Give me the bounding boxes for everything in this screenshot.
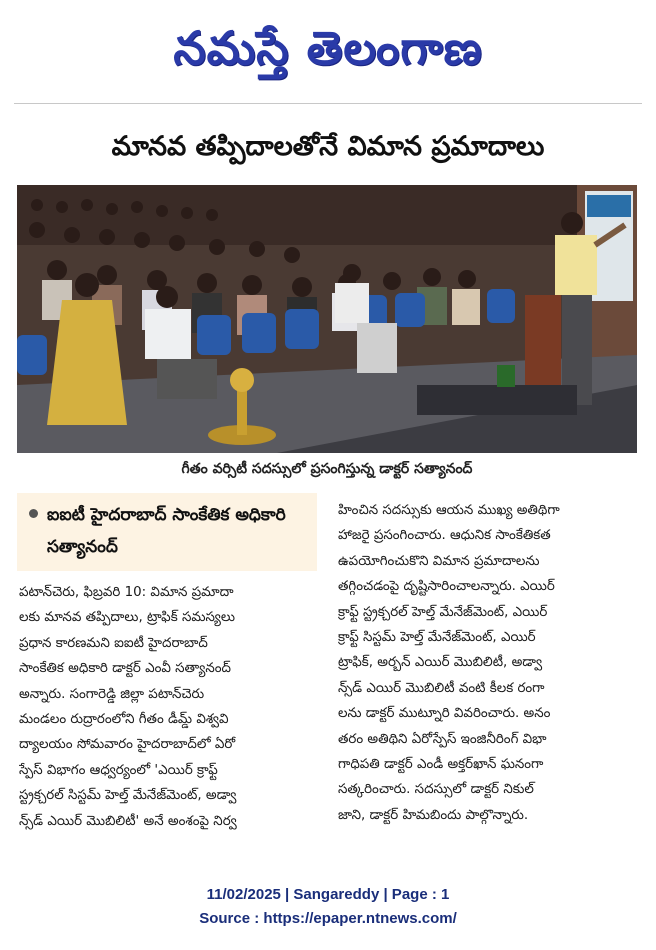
column-line: మండలం రుద్రారంలోని గీతం డీమ్డ్ విశ్వవి [19,712,229,728]
column-line: హించిన సదస్సుకు ఆయన ముఖ్య అతిథిగా [338,503,560,518]
column-line: లకు మానవ తప్పిదాలు, ట్రాఫిక్ సమస్యలు [19,610,236,626]
column-line: క్రాఫ్ట్ సిస్టమ్ హెల్త్ మేనేజ్‌మెంట్, ఎయిర్ [338,630,536,646]
masthead [0,8,656,88]
column-line: అన్నారు. సంగారెడ్డి జిల్లా పటాన్‌చెరు [19,686,205,702]
masthead-divider [14,103,642,104]
footer-source[interactable]: Source : https://epaper.ntnews.com/ [199,910,457,927]
photo-caption: గీతం వర్సిటీ సదస్సులో ప్రసంగిస్తున్న డాక్టర్ సత్యానంద్ [181,461,473,477]
column-line: ఉపయోగించుకొని విమాన ప్రమాదాలను [338,553,540,569]
column-line: క్రాఫ్ట్ స్ట్రక్చరల్ హెల్త్ మేనేజ్‌మెంట్, ఎయిర్ [338,604,548,620]
column-line: పటాన్‌చెరు, ఫిబ్రవరి 10: విమాన ప్రమాదా [19,585,234,600]
column-line: స్ట్రక్చరల్ సిస్టమ్ హెల్త్ మేనేజ్‌మెంట్, అడ్వా [19,788,237,804]
article-column-1 [19,580,319,834]
bullet-icon [29,509,38,518]
headline: మానవ తప్పిదాలతోనే విమాన ప్రమాదాలు [111,131,545,162]
column-line: సాంకేతిక అధికారి డాక్టర్ ఎంవీ సత్యానంద్ [19,661,231,677]
column-line: ప్రధాన కారణమని ఐఐటీ హైదరాబాద్ [19,635,208,651]
footer-date-edition: 11/02/2025 | Sangareddy | Page : 1 [206,886,450,903]
column-line: స్పేస్ విభాగం ఆధ్వర్యంలో 'ఎయిర్ క్రాఫ్ట్ [19,762,218,778]
column-line: న్స్‌డ్ ఎయిర్ మొబిలిటీ వంటి కీలక రంగా [338,680,545,696]
column-line: జాని, డాక్టర్ హిమబిందు పాల్గొన్నారు. [338,807,529,823]
column-line: సత్కరించారు. సదస్సులో డాక్టర్ నికుల్ [338,782,534,798]
column-line: న్స్‌డ్ ఎయిర్ మొబిలిటీ' అనే అంశంపై నిర్వ [19,813,237,829]
column-line: గాధిపతి డాక్టర్ ఎండీ అక్తర్‌ఖాన్ ఘనంగా [338,757,544,773]
masthead-title: నమస్తే తెలంగాణ [173,21,483,75]
column-line: ట్రాఫిక్, అర్బన్ ఎయిర్ మొబిలిటీ, అడ్వా [338,655,543,671]
column-line: ద్యాలయం సోమవారం హైదరాబాద్‌లో ఏరో [19,737,236,753]
column-line: లను డాక్టర్ ముట్నూరి వివరించారు. అనం [338,706,551,722]
column-line: హాజరై ప్రసంగించారు. ఆధునిక సాంకేతికత [338,528,551,544]
column-line: తగ్గించడంపై దృష్టిసారించాలన్నారు. ఎయిర్ [338,579,555,595]
article-photo [17,185,637,453]
column-line: తరం అతిథిని ఏరోస్పేస్ ఇంజినీరింగ్ విభా [338,731,547,747]
subheading: ఐఐటీ హైదరాబాద్ సాంకేతిక అధికారి సత్యానంద్ [47,505,286,557]
article-column-2 [338,498,638,828]
subheading-box [17,493,317,571]
